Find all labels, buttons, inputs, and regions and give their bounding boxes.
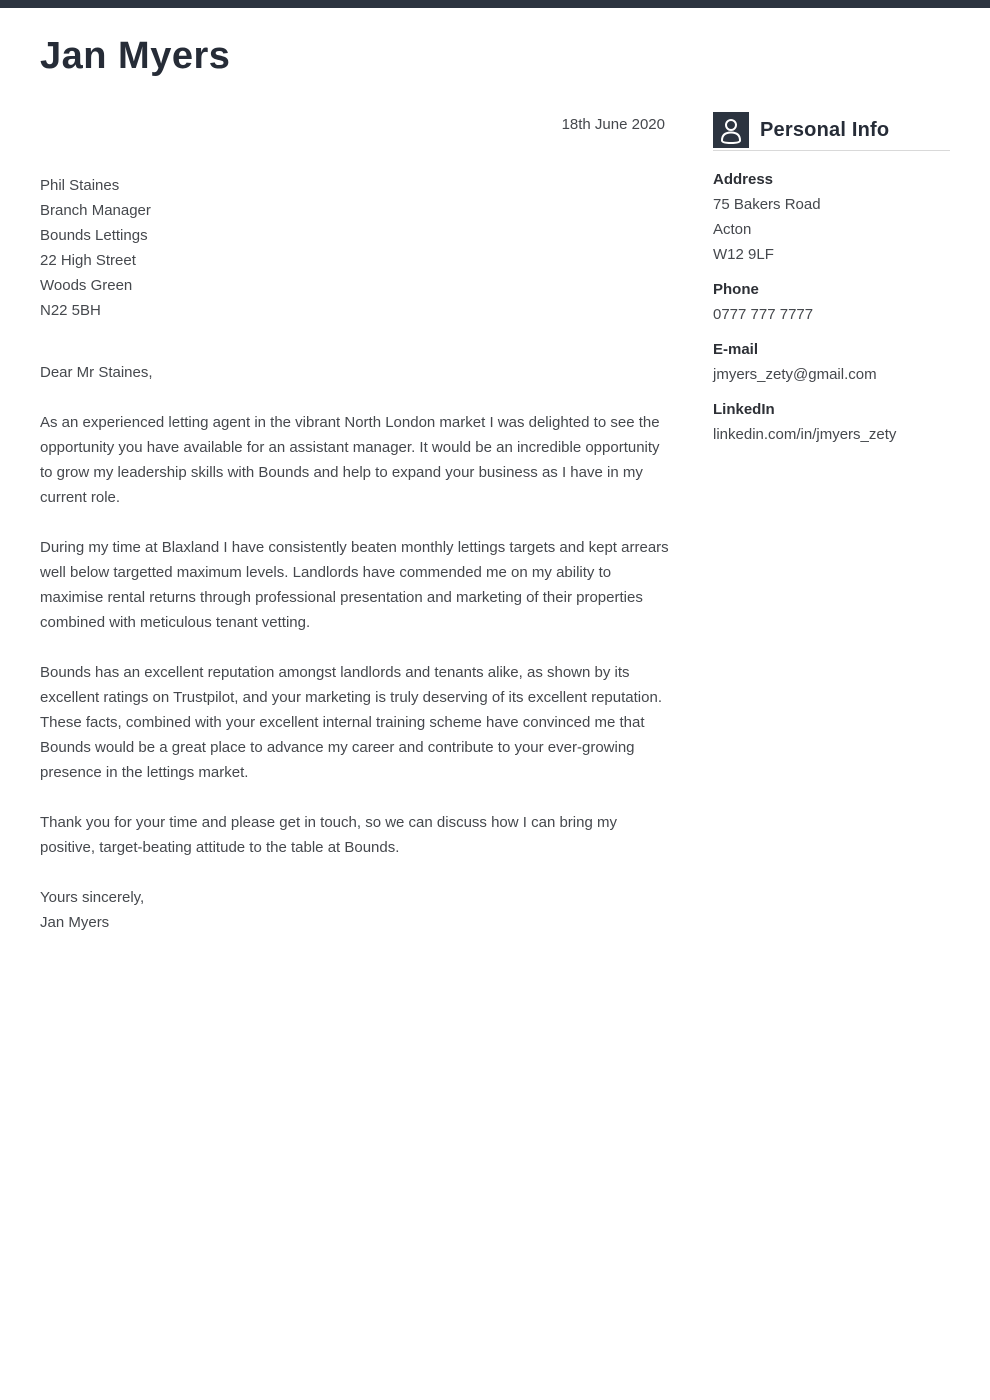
page-title: Jan Myers bbox=[40, 35, 231, 77]
sidebar-section bbox=[713, 167, 950, 267]
letter-paragraph: During my time at Blaxland I have consistently beaten monthly lettings targets and kept arrears well below targetted maximum levels. Landlords have commended me on my ability to maximise rental returns through professional presentation and marketing of their properties combined with meticulous tenant vetting. bbox=[40, 539, 669, 631]
recipient-line: Woods Green bbox=[40, 277, 133, 294]
sidebar-section-value: W12 9LF bbox=[713, 246, 774, 263]
letter-body bbox=[40, 360, 672, 960]
sidebar-section bbox=[713, 397, 950, 447]
sidebar-section-values bbox=[713, 422, 950, 447]
sidebar-section-label: LinkedIn bbox=[713, 401, 775, 418]
sidebar-section-values bbox=[713, 192, 950, 267]
sidebar-section-values bbox=[713, 302, 950, 327]
person-icon bbox=[713, 112, 749, 148]
letter-paragraph: Bounds has an excellent reputation amongst landlords and tenants alike, as shown by its excellent ratings on Trustpilot, and your marketing is truly deserving of its excellent reputation. These facts, combined with your excellent internal training scheme have convinced me that Bounds would be a great place to advance my career and contribute to your ever-growing presence in the lettings market. bbox=[40, 664, 662, 781]
sidebar-divider bbox=[713, 150, 950, 151]
letter-date: 18th June 2020 bbox=[561, 116, 665, 133]
letter-paragraph: Thank you for your time and please get in touch, so we can discuss how I can bring my positive, target-beating attitude to the table at Bounds. bbox=[40, 814, 617, 856]
sidebar-section-value: Acton bbox=[713, 221, 752, 238]
sidebar-section bbox=[713, 277, 950, 327]
recipient-line: 22 High Street bbox=[40, 252, 136, 269]
closing-valediction: Yours sincerely, bbox=[40, 889, 145, 906]
sidebar-section-label: E-mail bbox=[713, 341, 759, 358]
personal-info-sidebar bbox=[713, 112, 950, 457]
letter-paragraphs bbox=[40, 410, 672, 860]
recipient-line: N22 5BH bbox=[40, 302, 101, 319]
sidebar-section-value: linkedin.com/in/jmyers_zety bbox=[713, 426, 897, 443]
sidebar-title: Personal Info bbox=[760, 118, 890, 141]
closing-block bbox=[40, 885, 672, 935]
sidebar-section-value: 0777 777 7777 bbox=[713, 306, 814, 323]
sidebar-section-label: Address bbox=[713, 171, 774, 188]
letter-paragraph: As an experienced letting agent in the vibrant North London market I was delighted to see the opportunity you have available for an assistant manager. It would be an incredible opportunity to grow my leadership skills with Bounds and help to expand your business as I have in my current role. bbox=[40, 414, 660, 506]
sidebar-section-value: jmyers_zety@gmail.com bbox=[713, 366, 877, 383]
sidebar-header bbox=[713, 112, 950, 148]
sidebar-section-label: Phone bbox=[713, 281, 759, 298]
recipient-line: Bounds Lettings bbox=[40, 227, 148, 244]
sidebar-section bbox=[713, 337, 950, 387]
sidebar-section-value: 75 Bakers Road bbox=[713, 196, 821, 213]
top-accent-bar bbox=[0, 0, 990, 8]
recipient-line: Phil Staines bbox=[40, 177, 120, 194]
sidebar-section-values bbox=[713, 362, 950, 387]
salutation: Dear Mr Staines, bbox=[40, 364, 153, 381]
recipient-line: Branch Manager bbox=[40, 202, 151, 219]
recipient-address-block bbox=[40, 173, 151, 323]
sidebar-sections bbox=[713, 167, 950, 447]
signature-name: Jan Myers bbox=[40, 914, 110, 931]
